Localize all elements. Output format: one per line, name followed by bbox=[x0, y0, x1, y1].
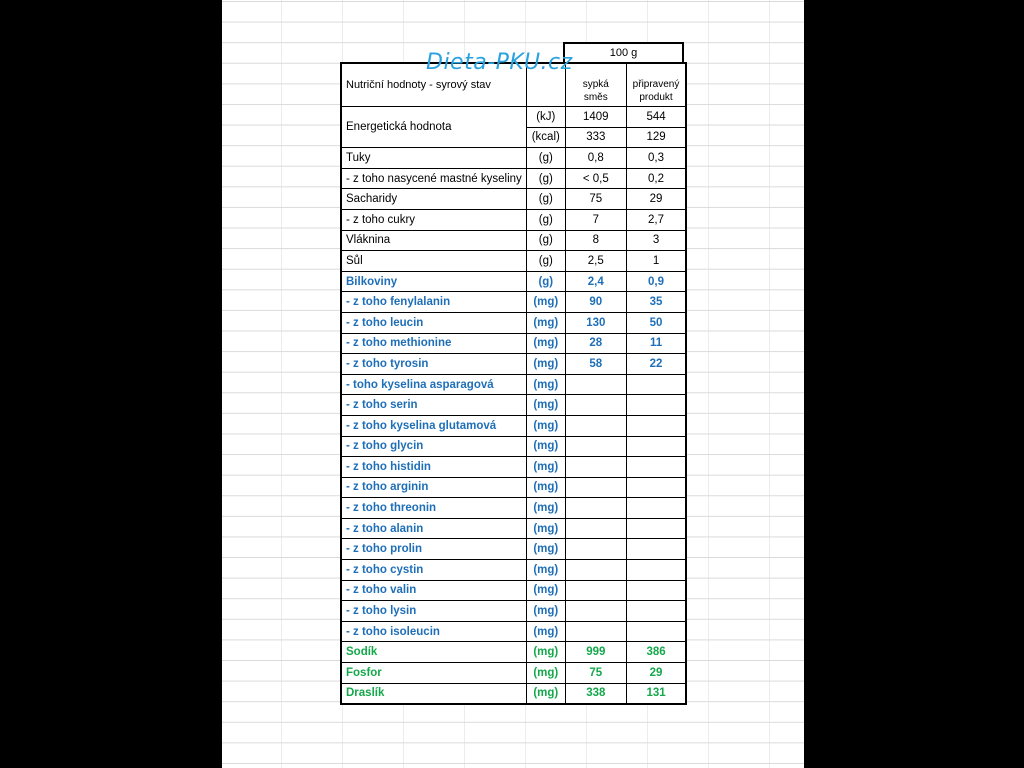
nutrient-label: - z toho glycin bbox=[341, 436, 526, 457]
table-row bbox=[341, 560, 686, 581]
nutrient-value-col1: 2,5 bbox=[565, 251, 626, 272]
nutrient-label: - z toho lysin bbox=[341, 601, 526, 622]
table-row bbox=[341, 354, 686, 375]
energy-label: Energetická hodnota bbox=[341, 107, 526, 148]
table-row bbox=[341, 663, 686, 684]
nutrient-value-col2 bbox=[626, 395, 686, 416]
nutrient-label: Vláknina bbox=[341, 230, 526, 251]
nutrient-value-col2 bbox=[626, 518, 686, 539]
nutrient-value-col1 bbox=[565, 539, 626, 560]
nutrient-label: - z toho alanin bbox=[341, 518, 526, 539]
nutrient-value-col2: 131 bbox=[626, 683, 686, 704]
energy-kj-col2: 544 bbox=[626, 107, 686, 128]
nutrient-value-col1: 999 bbox=[565, 642, 626, 663]
nutrient-value-col1 bbox=[565, 457, 626, 478]
nutrient-value-col1 bbox=[565, 498, 626, 519]
col2-header: připravený produkt bbox=[626, 63, 686, 107]
nutrient-value-col2 bbox=[626, 621, 686, 642]
nutrient-label: - z toho kyselina glutamová bbox=[341, 415, 526, 436]
col1-header: sypká směs bbox=[565, 63, 626, 107]
nutrient-unit: (mg) bbox=[526, 477, 565, 498]
nutrient-value-col1: 75 bbox=[565, 189, 626, 210]
nutrient-value-col1: 75 bbox=[565, 663, 626, 684]
nutrient-unit: (mg) bbox=[526, 621, 565, 642]
table-row bbox=[341, 271, 686, 292]
nutrient-value-col1 bbox=[565, 395, 626, 416]
nutrient-unit: (g) bbox=[526, 251, 565, 272]
table-row bbox=[341, 230, 686, 251]
nutrient-unit: (g) bbox=[526, 271, 565, 292]
table-row bbox=[341, 209, 686, 230]
nutrient-value-col1: 338 bbox=[565, 683, 626, 704]
nutrient-unit: (mg) bbox=[526, 395, 565, 416]
nutrient-label: - z toho cystin bbox=[341, 560, 526, 581]
nutrition-table bbox=[340, 62, 687, 705]
nutrient-label: - z toho valin bbox=[341, 580, 526, 601]
nutrient-unit: (mg) bbox=[526, 642, 565, 663]
nutrient-unit: (g) bbox=[526, 189, 565, 210]
nutrient-value-col1: 2,4 bbox=[565, 271, 626, 292]
nutrient-value-col2: 50 bbox=[626, 312, 686, 333]
nutrient-unit: (mg) bbox=[526, 457, 565, 478]
table-row bbox=[341, 601, 686, 622]
nutrient-value-col1: 7 bbox=[565, 209, 626, 230]
table-row bbox=[341, 457, 686, 478]
nutrient-value-col1: 90 bbox=[565, 292, 626, 313]
nutrient-unit: (mg) bbox=[526, 333, 565, 354]
nutrient-value-col1: 58 bbox=[565, 354, 626, 375]
table-row bbox=[341, 251, 686, 272]
nutrient-label: - z toho prolin bbox=[341, 539, 526, 560]
table-row bbox=[341, 642, 686, 663]
table-row bbox=[341, 580, 686, 601]
energy-kcal-col2: 129 bbox=[626, 127, 686, 148]
nutrient-unit: (mg) bbox=[526, 374, 565, 395]
energy-kj-row bbox=[341, 107, 686, 128]
nutrient-unit: (mg) bbox=[526, 601, 565, 622]
nutrient-value-col2 bbox=[626, 560, 686, 581]
nutrient-value-col2: 2,7 bbox=[626, 209, 686, 230]
nutrient-label: Sůl bbox=[341, 251, 526, 272]
nutrient-value-col1 bbox=[565, 580, 626, 601]
table-row bbox=[341, 292, 686, 313]
nutrient-unit: (mg) bbox=[526, 560, 565, 581]
nutrient-label: - z toho leucin bbox=[341, 312, 526, 333]
nutrient-value-col1: 0,8 bbox=[565, 148, 626, 169]
nutrient-value-col1 bbox=[565, 415, 626, 436]
nutrient-value-col2 bbox=[626, 436, 686, 457]
table-row bbox=[341, 477, 686, 498]
nutrient-label: - z toho cukry bbox=[341, 209, 526, 230]
nutrient-value-col1: 130 bbox=[565, 312, 626, 333]
nutrient-label: - z toho serin bbox=[341, 395, 526, 416]
nutrient-value-col2: 0,3 bbox=[626, 148, 686, 169]
nutrient-unit: (mg) bbox=[526, 683, 565, 704]
per-amount-header: 100 g bbox=[563, 42, 684, 62]
nutrient-value-col2: 0,9 bbox=[626, 271, 686, 292]
nutrient-unit: (mg) bbox=[526, 518, 565, 539]
nutrient-unit: (mg) bbox=[526, 354, 565, 375]
site-logo: Dieta-PKU.cz bbox=[426, 50, 573, 75]
nutrient-value-col1 bbox=[565, 477, 626, 498]
nutrient-value-col1: < 0,5 bbox=[565, 168, 626, 189]
nutrient-unit: (mg) bbox=[526, 539, 565, 560]
nutrient-value-col1 bbox=[565, 560, 626, 581]
nutrient-unit: (mg) bbox=[526, 415, 565, 436]
nutrient-value-col1: 28 bbox=[565, 333, 626, 354]
nutrient-label: - z toho methionine bbox=[341, 333, 526, 354]
nutrient-value-col2 bbox=[626, 374, 686, 395]
nutrient-value-col2: 11 bbox=[626, 333, 686, 354]
energy-kcal-col1: 333 bbox=[565, 127, 626, 148]
nutrient-unit: (mg) bbox=[526, 292, 565, 313]
table-row bbox=[341, 621, 686, 642]
nutrient-unit: (mg) bbox=[526, 436, 565, 457]
nutrient-label: Draslík bbox=[341, 683, 526, 704]
table-row bbox=[341, 333, 686, 354]
nutrient-value-col2 bbox=[626, 539, 686, 560]
table-row bbox=[341, 148, 686, 169]
nutrient-label: - z toho tyrosin bbox=[341, 354, 526, 375]
nutrient-label: Sodík bbox=[341, 642, 526, 663]
table-row bbox=[341, 539, 686, 560]
energy-kj-col1: 1409 bbox=[565, 107, 626, 128]
table-row bbox=[341, 518, 686, 539]
nutrient-unit: (mg) bbox=[526, 498, 565, 519]
energy-kj-unit: (kJ) bbox=[526, 107, 565, 128]
nutrient-value-col2: 1 bbox=[626, 251, 686, 272]
nutrient-label: - z toho fenylalanin bbox=[341, 292, 526, 313]
nutrient-unit: (mg) bbox=[526, 663, 565, 684]
nutrient-label: - z toho isoleucin bbox=[341, 621, 526, 642]
nutrient-value-col2 bbox=[626, 457, 686, 478]
energy-kcal-unit: (kcal) bbox=[526, 127, 565, 148]
nutrient-value-col1 bbox=[565, 374, 626, 395]
nutrient-label: Sacharidy bbox=[341, 189, 526, 210]
nutrient-label: Tuky bbox=[341, 148, 526, 169]
table-row bbox=[341, 168, 686, 189]
nutrient-value-col1 bbox=[565, 621, 626, 642]
nutrient-value-col2: 29 bbox=[626, 663, 686, 684]
nutrient-value-col1 bbox=[565, 518, 626, 539]
table-title: Nutriční hodnoty - syrový stav bbox=[341, 63, 526, 107]
table-row bbox=[341, 374, 686, 395]
nutrient-unit: (mg) bbox=[526, 580, 565, 601]
nutrient-unit: (g) bbox=[526, 209, 565, 230]
nutrient-value-col2 bbox=[626, 498, 686, 519]
nutrient-value-col2: 29 bbox=[626, 189, 686, 210]
table-row bbox=[341, 436, 686, 457]
nutrient-value-col2 bbox=[626, 601, 686, 622]
nutrient-unit: (g) bbox=[526, 168, 565, 189]
nutrient-label: Bilkoviny bbox=[341, 271, 526, 292]
nutrient-value-col1: 8 bbox=[565, 230, 626, 251]
nutrient-label: Fosfor bbox=[341, 663, 526, 684]
nutrient-value-col2: 0,2 bbox=[626, 168, 686, 189]
nutrient-label: - z toho threonin bbox=[341, 498, 526, 519]
table-row bbox=[341, 312, 686, 333]
nutrient-unit: (mg) bbox=[526, 312, 565, 333]
nutrient-value-col1 bbox=[565, 601, 626, 622]
nutrient-label: - toho kyselina asparagová bbox=[341, 374, 526, 395]
nutrient-label: - z toho histidin bbox=[341, 457, 526, 478]
table-row bbox=[341, 189, 686, 210]
nutrient-value-col2 bbox=[626, 477, 686, 498]
nutrient-label: - z toho nasycené mastné kyseliny bbox=[341, 168, 526, 189]
nutrient-label: - z toho arginin bbox=[341, 477, 526, 498]
table-row bbox=[341, 683, 686, 704]
nutrient-value-col2: 386 bbox=[626, 642, 686, 663]
nutrient-value-col2: 22 bbox=[626, 354, 686, 375]
nutrient-value-col2: 35 bbox=[626, 292, 686, 313]
nutrient-value-col2 bbox=[626, 580, 686, 601]
nutrient-unit: (g) bbox=[526, 230, 565, 251]
nutrient-value-col2 bbox=[626, 415, 686, 436]
nutrient-value-col1 bbox=[565, 436, 626, 457]
nutrient-unit: (g) bbox=[526, 148, 565, 169]
table-row bbox=[341, 498, 686, 519]
table-row bbox=[341, 395, 686, 416]
table-row bbox=[341, 415, 686, 436]
nutrient-value-col2: 3 bbox=[626, 230, 686, 251]
